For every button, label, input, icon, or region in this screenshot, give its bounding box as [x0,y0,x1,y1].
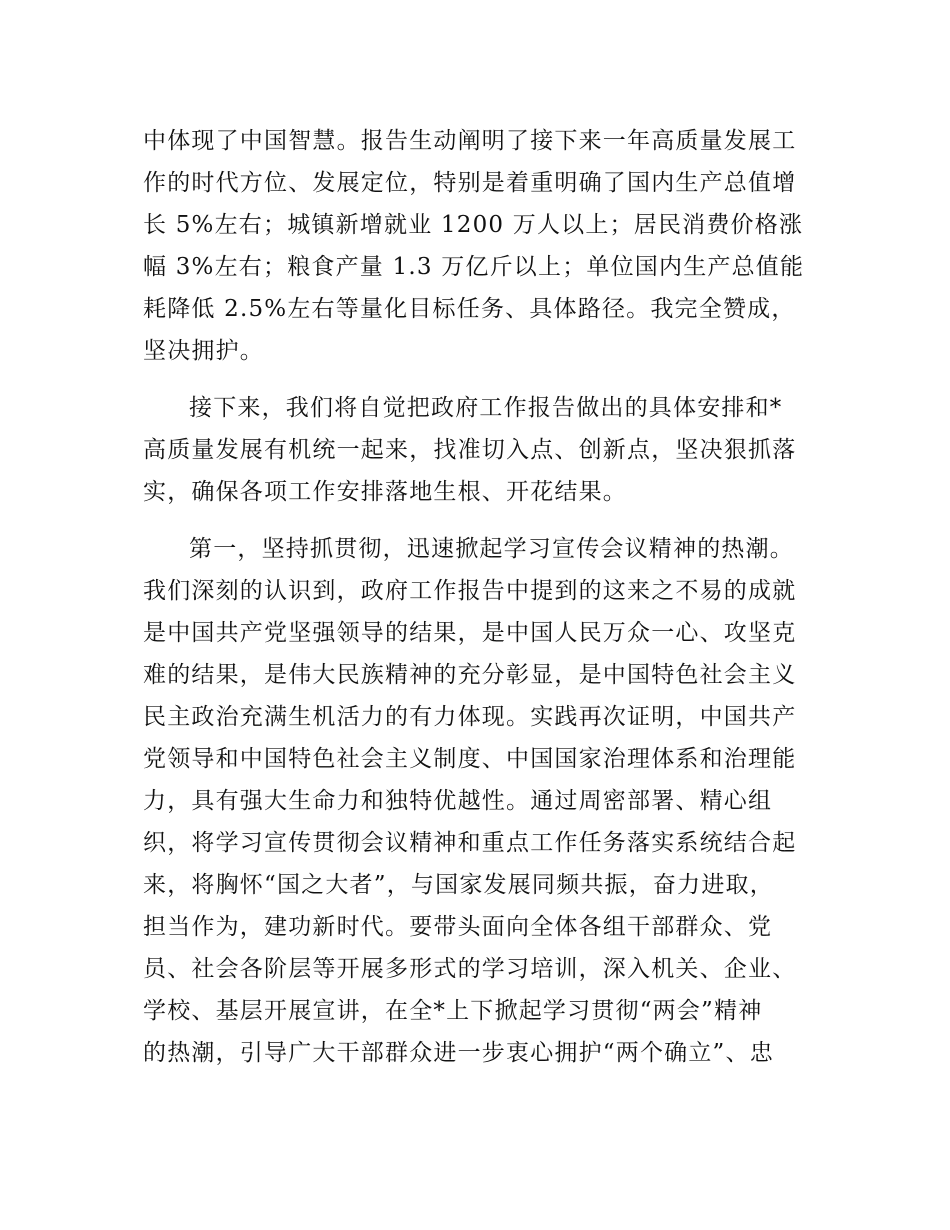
paragraph-1-line-1: 中体现了中国智慧。报告生动阐明了接下来一年高质量发展工 [143,128,797,154]
paragraph-3-line-10: 担当作为，建功新时代。要带头面向全体各组干部群众、党 [143,914,773,940]
paragraph-1-line-6: 坚决拥护。 [143,338,264,364]
paragraph-2-line-3: 实，确保各项工作安排落地生根、开花结果。 [143,479,627,505]
paragraph-3-line-7: 力，具有强大生命力和独特优越性。通过周密部署、精心组 [143,788,773,814]
paragraph-3-line-6: 党领导和中国特色社会主义制度、中国国家治理体系和治理能 [143,746,797,772]
paragraph-1-line-5: 耗降低 2.5%左右等量化目标任务、具体路径。我完全赞成， [143,296,796,322]
paragraph-1-line-3: 长 5%左右；城镇新增就业 1200 万人以上；居民消费价格涨 [143,212,804,238]
paragraph-1-line-2: 作的时代方位、发展定位，特别是着重明确了国内生产总值增 [143,170,797,196]
paragraph-3-line-4: 难的结果，是伟大民族精神的充分彰显，是中国特色社会主义 [143,662,797,688]
paragraph-3-line-2: 我们深刻的认识到，政府工作报告中提到的这来之不易的成就 [143,578,797,604]
paragraph-3-line-5: 民主政治充满生机活力的有力体现。实践再次证明，中国共产 [143,704,797,730]
paragraph-3-line-13: 的热潮，引导广大干部群众进一步衷心拥护“两个确立”、忠 [143,1040,774,1066]
paragraph-3-line-8: 织，将学习宣传贯彻会议精神和重点工作任务落实系统结合起 [143,830,797,856]
paragraph-1-line-4: 幅 3%左右；粮食产量 1.3 万亿斤以上；单位国内生产总值能 [143,254,805,280]
paragraph-3-line-3: 是中国共产党坚强领导的结果，是中国人民万众一心、攻坚克 [143,620,797,646]
paragraph-2-line-2: 高质量发展有机统一起来，找准切入点、创新点，坚决狠抓落 [143,437,797,463]
paragraph-3-line-9: 来，将胸怀“国之大者”，与国家发展同频共振，奋力进取， [143,872,774,898]
paragraph-3-line-1: 第一，坚持抓贯彻，迅速掀起学习宣传会议精神的热潮。 [189,536,794,562]
paragraph-2-line-1: 接下来，我们将自觉把政府工作报告做出的具体安排和* [189,395,783,421]
paragraph-3-line-11: 员、社会各阶层等开展多形式的学习培训，深入机关、企业、 [143,956,797,982]
paragraph-3-line-12: 学校、基层开展宣讲，在全*上下掀起学习贯彻“两会”精神 [143,998,763,1024]
